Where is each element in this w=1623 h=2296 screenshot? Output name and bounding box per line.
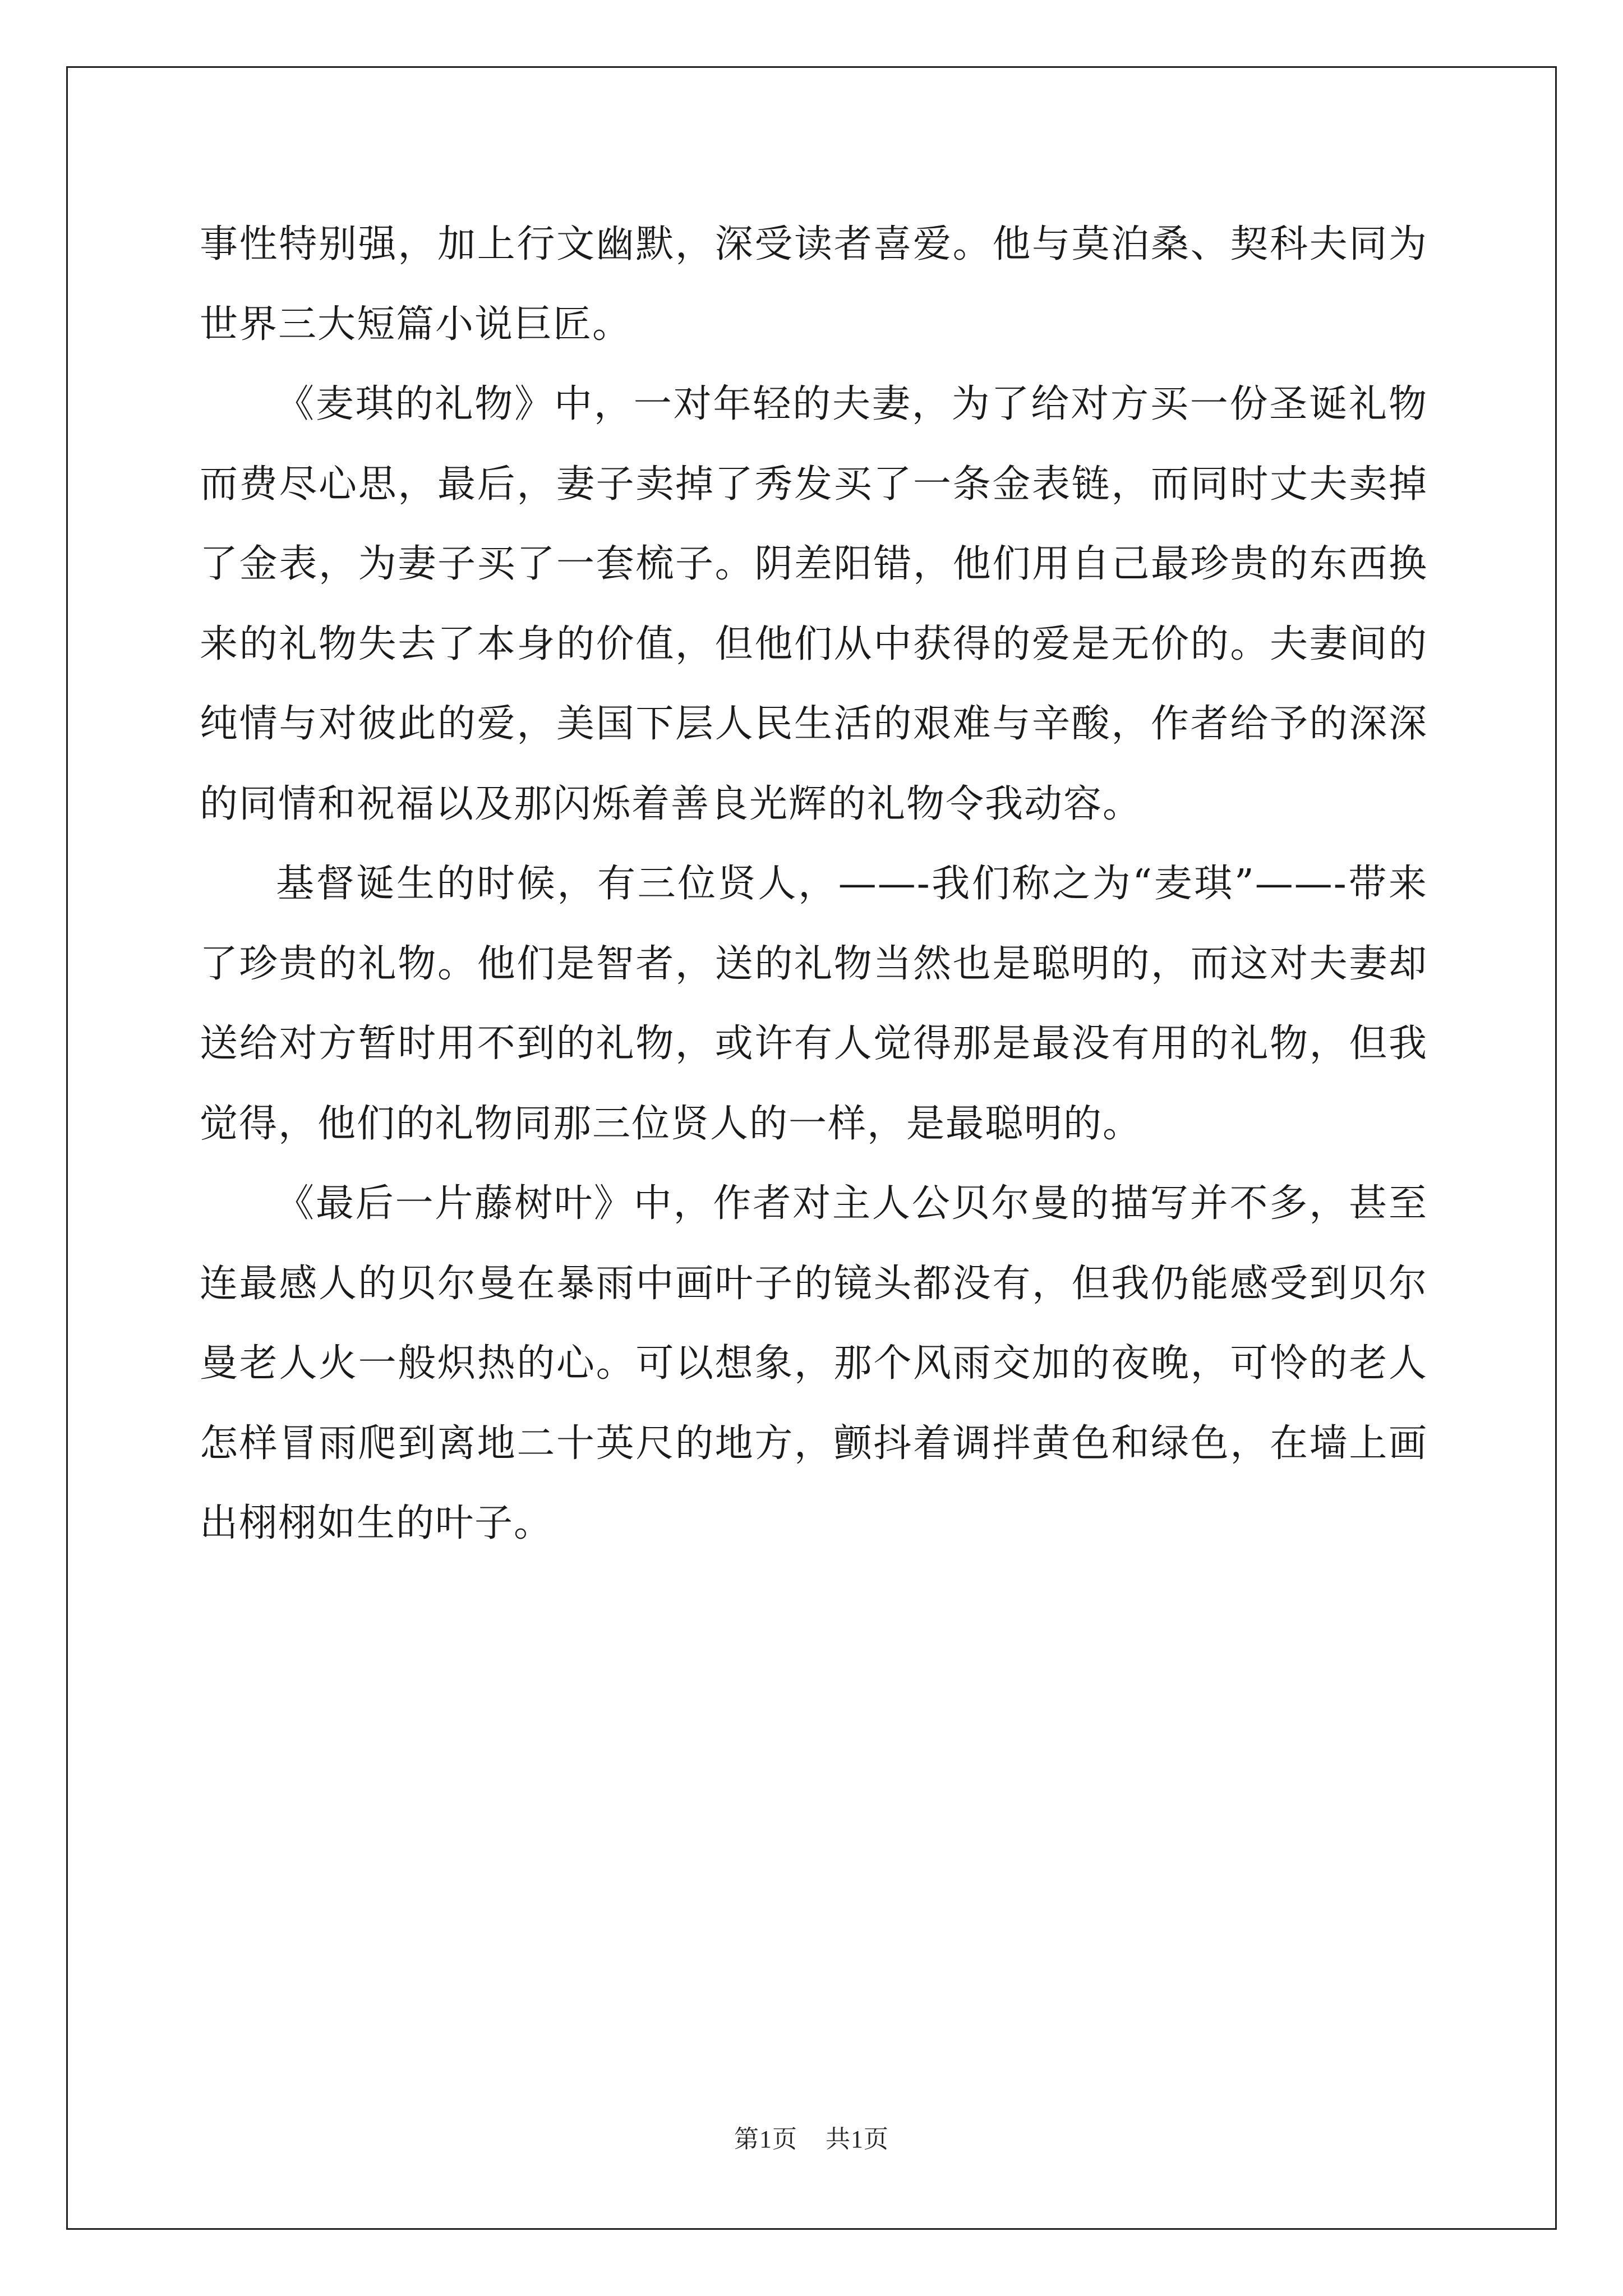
page-footer (0, 2119, 1623, 2155)
total-page-count: 共1页 (826, 2125, 889, 2153)
document-body (200, 205, 1428, 1564)
paragraph: 《最后一片藤树叶》中，作者对主人公贝尔曼的描写并不多，甚至连最感人的贝尔曼在暴雨中画叶子的镜头都没有，但我仍能感受到贝尔曼老人火一般炽热的心。可以想象，那个风雨交加的夜晚，可怜的老人怎样冒雨爬到离地二十英尺的地方，颤抖着调拌黄色和绿色，在墙上画出栩栩如生的叶子。 (200, 1181, 1428, 1545)
paragraph: 事性特别强，加上行文幽默，深受读者喜爱。他与莫泊桑、契科夫同为世界三大短篇小说巨匠。 (200, 222, 1428, 347)
paragraph: 《麦琪的礼物》中，一对年轻的夫妻，为了给对方买一份圣诞礼物而费尽心思，最后，妻子卖掉了秀发买了一条金表链，而同时丈夫卖掉了金表，为妻子买了一套梳子。阴差阳错，他们用自己最珍贵的东西换来的礼物失去了本身的价值，但他们从中获得的爱是无价的。夫妻间的纯情与对彼此的爱，美国下层人民生活的艰难与辛酸，作者给予的深深的同情和祝福以及那闪烁着善良光辉的礼物令我动容。 (200, 382, 1428, 826)
current-page-number: 第1页 (734, 2125, 797, 2153)
paragraph: 基督诞生的时候，有三位贤人，——-我们称之为“麦琪”——-带来了珍贵的礼物。他们是智者，送的礼物当然也是聪明的，而这对夫妻却送给对方暂时用不到的礼物，或许有人觉得那是最没有用的礼物，但我觉得，他们的礼物同那三位贤人的一样，是最聪明的。 (200, 862, 1428, 1146)
